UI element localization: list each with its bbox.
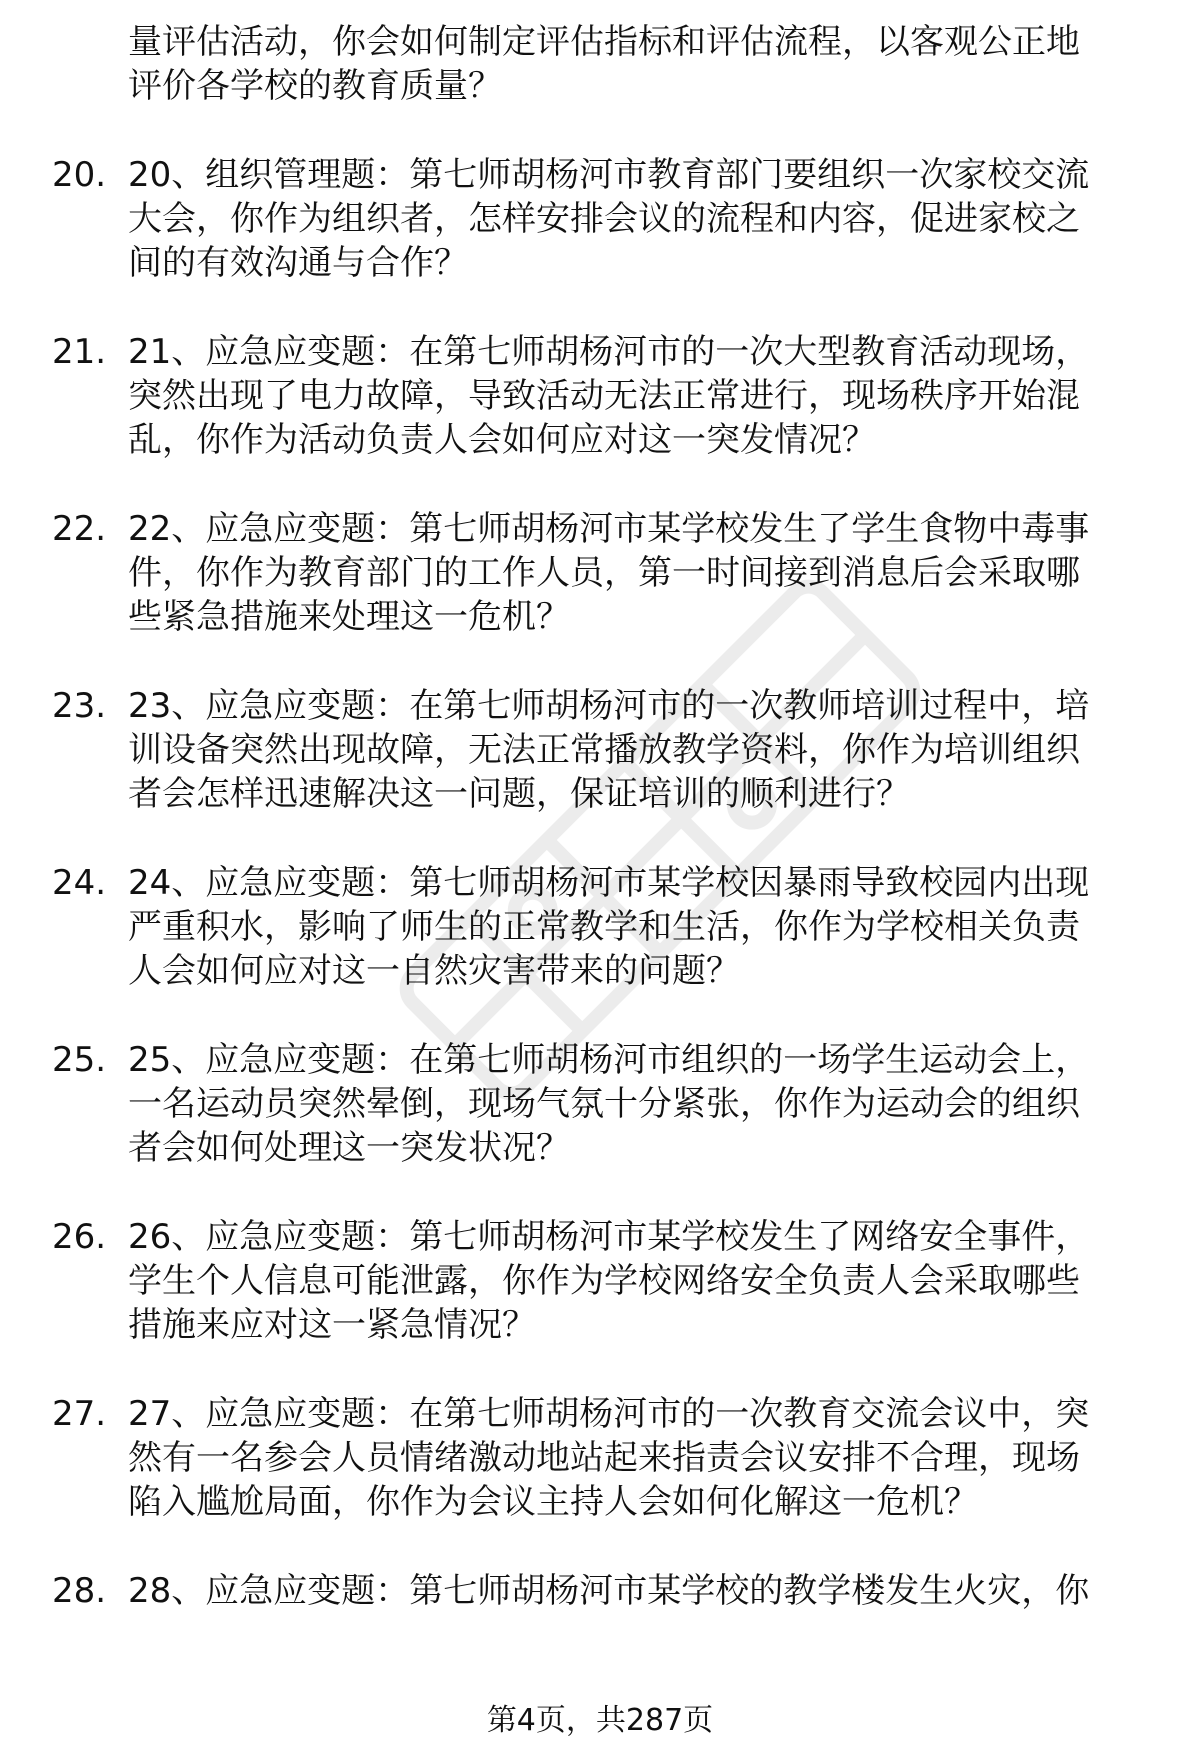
text-line: 措施来应对这一紧急情况？ [128,1305,536,1345]
text-line: 量评估活动，你会如何制定评估指标和评估流程，以客观公正地 [128,22,1080,62]
list-item-21 [52,330,1162,462]
document-content [52,20,1162,1658]
text-line: 评价各学校的教育质量？ [128,66,502,106]
list-number: 20. [52,155,107,195]
list-number: 24. [52,863,107,903]
text-line: 21、应急应变题：在第七师胡杨河市的一次大型教育活动现场， [128,332,1090,372]
list-item-24 [52,861,1162,993]
text-line: 20、组织管理题：第七师胡杨河市教育部门要组织一次家校交流 [128,155,1090,195]
text-line: 然有一名参会人员情绪激动地站起来指责会议安排不合理，现场 [128,1438,1080,1478]
text-line: 间的有效沟通与合作？ [128,243,468,283]
text-line: 大会，你作为组织者，怎样安排会议的流程和内容，促进家校之 [128,199,1080,239]
text-line: 27、应急应变题：在第七师胡杨河市的一次教育交流会议中，突 [128,1394,1090,1434]
list-item-28 [52,1569,1162,1613]
text-line: 24、应急应变题：第七师胡杨河市某学校因暴雨导致校园内出现 [128,863,1090,903]
text-line: 人会如何应对这一自然灾害带来的问题？ [128,951,740,991]
text-line: 学生个人信息可能泄露，你作为学校网络安全负责人会采取哪些 [128,1261,1080,1301]
text-line: 件，你作为教育部门的工作人员，第一时间接到消息后会采取哪 [128,553,1080,593]
text-line: 25、应急应变题：在第七师胡杨河市组织的一场学生运动会上， [128,1040,1090,1080]
text-line: 23、应急应变题：在第七师胡杨河市的一次教师培训过程中，培 [128,686,1090,726]
list-number: 23. [52,686,107,726]
text-line: 陷入尴尬局面，你作为会议主持人会如何化解这一危机？ [128,1482,978,1522]
text-line: 者会怎样迅速解决这一问题，保证培训的顺利进行？ [128,774,910,814]
list-number: 22. [52,509,107,549]
text-line: 26、应急应变题：第七师胡杨河市某学校发生了网络安全事件， [128,1217,1090,1257]
text-line: 22、应急应变题：第七师胡杨河市某学校发生了学生食物中毒事 [128,509,1090,549]
text-line: 突然出现了电力故障，导致活动无法正常进行，现场秩序开始混 [128,376,1080,416]
list-number: 25. [52,1040,107,1080]
list-item-26 [52,1215,1162,1347]
text-line: 训设备突然出现故障，无法正常播放教学资料，你作为培训组织 [128,730,1080,770]
text-line: 者会如何处理这一突发状况？ [128,1128,570,1168]
continued-paragraph [52,20,1162,108]
text-line: 28、应急应变题：第七师胡杨河市某学校的教学楼发生火灾，你 [128,1571,1090,1611]
text-line: 一名运动员突然晕倒，现场气氛十分紧张，你作为运动会的组织 [128,1084,1080,1124]
list-item-23 [52,684,1162,816]
text-line: 些紧急措施来处理这一危机？ [128,597,570,637]
text-line: 乱，你作为活动负责人会如何应对这一突发情况？ [128,420,876,460]
list-item-20 [52,153,1162,285]
list-number: 28. [52,1571,107,1611]
list-item-25 [52,1038,1162,1170]
list-number: 27. [52,1394,107,1434]
text-line: 严重积水，影响了师生的正常教学和生活，你作为学校相关负责 [128,907,1080,947]
list-number: 26. [52,1217,107,1257]
page-footer: 第4页，共287页 [486,1703,714,1738]
list-item-22 [52,507,1162,639]
list-item-27 [52,1392,1162,1524]
list-number: 21. [52,332,107,372]
